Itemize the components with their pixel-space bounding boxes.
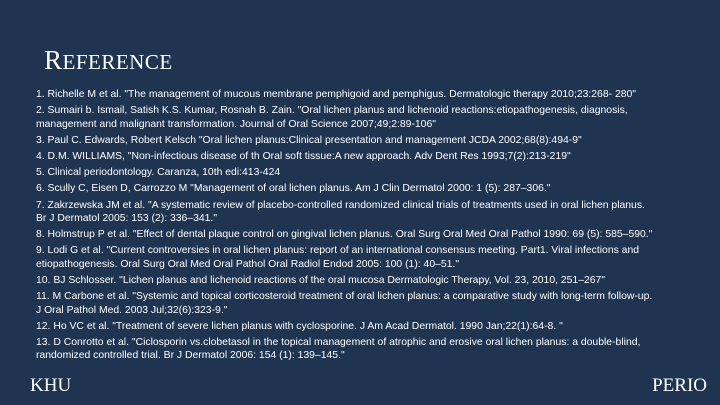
- reference-text: 5. Clinical periodontology. Caranza, 10th edi:413-424: [36, 167, 281, 179]
- reference-item: [36, 199, 704, 226]
- reference-item: [36, 150, 704, 163]
- reference-list: [36, 88, 704, 366]
- reference-text: 6. Scully C, Eisen D, Carrozzo M "Management of oral lichen planus. Am J Clin Dermatol 2000: 1 (5): 287–306.": [36, 183, 551, 195]
- reference-text-continued: Br J Dermatol 2005: 153 (2): 336–341.": [36, 213, 218, 225]
- reference-item: [36, 134, 704, 147]
- reference-text-continued: randomized controlled trial. Br J Dermatol 2006: 154 (1): 139–145.": [36, 350, 345, 362]
- reference-item: [36, 182, 704, 195]
- reference-item: [36, 88, 704, 101]
- reference-text: 1. Richelle M et al. "The management of mucous membrane pemphigoid and pemphigus. Dermatologic therapy 2010;23:268- 280": [36, 89, 636, 100]
- reference-item: [36, 228, 704, 241]
- reference-text-continued: J Oral Pathol Med. 2003 Jul;32(6):323-9.": [36, 304, 228, 316]
- reference-item: [36, 244, 704, 271]
- footer-logo-perio: PERIO: [652, 375, 707, 396]
- reference-item: [36, 104, 704, 131]
- reference-text-continued: management and malignant transformation. Journal of Oral Science 2007;49;2:89-106": [36, 118, 436, 130]
- reference-text: 2. Sumairi b. Ismail, Satish K.S. Kumar, Rosnah B. Zain. "Oral lichen planus and lichenoid reactions:etiopathogenesis, diagnosis,: [36, 105, 628, 117]
- reference-item: [36, 320, 704, 333]
- reference-text: 10. BJ Schlosser. "Lichen planus and lichenoid reactions of the oral mucosa Dermatologic Therapy, Vol. 23, 2010, 251–267": [36, 275, 606, 287]
- reference-text: 4. D.M. WILLIAMS, "Non-infectious disease of th Oral soft tissue:A new approach. Adv Dent Res 1993;7(2):213-219": [36, 151, 571, 163]
- slide-title-rest: EFERENCE: [62, 50, 173, 74]
- reference-text: 8. Holmstrup P et al. "Effect of dental plaque control on gingival lichen planus. Oral Surg Oral Med Oral Pathol 1990: 69 (5): 585–590.": [36, 229, 653, 241]
- reference-item: [36, 290, 704, 317]
- slide-title-initial: R: [44, 45, 63, 75]
- reference-text: 13. D Conrotto et al. "Ciclosporin vs.clobetasol in the topical management of atrophic and erosive oral lichen planus: a double-blind,: [36, 337, 641, 349]
- reference-text: 3. Paul C. Edwards, Robert Kelsch "Oral lichen planus:Clinical presentation and management JCDA 2002;68(8):494-9": [36, 134, 582, 146]
- reference-item: [36, 166, 704, 179]
- slide-title: [44, 47, 173, 74]
- reference-text: 12. Ho VC et al. "Treatment of severe lichen planus with cyclosporine. J Am Acad Dermatol. 1990 Jan;22(1):64-8. ": [36, 320, 563, 332]
- reference-item: [36, 336, 704, 363]
- reference-text: 9. Lodi G et al. "Current controversies in oral lichen planus: report of an international consensus meeting. Part1. Viral infections and: [36, 245, 640, 257]
- reference-text: 11. M Carbone et al. "Systemic and topical corticosteroid treatment of oral lichen planus: a comparative study with long-term follow-up.: [36, 291, 653, 303]
- reference-text: 7. Zakrzewska JM et al. "A systematic review of placebo-controlled randomized clinical trials of treatments used in oral lichen planus.: [36, 199, 645, 211]
- footer-logo-khu: KHU: [30, 375, 72, 396]
- reference-item: [36, 274, 704, 287]
- reference-text-continued: etiopathogenesis. Oral Surg Oral Med Oral Pathol Oral Radiol Endod 2005: 100 (1): 40–51.": [36, 258, 460, 270]
